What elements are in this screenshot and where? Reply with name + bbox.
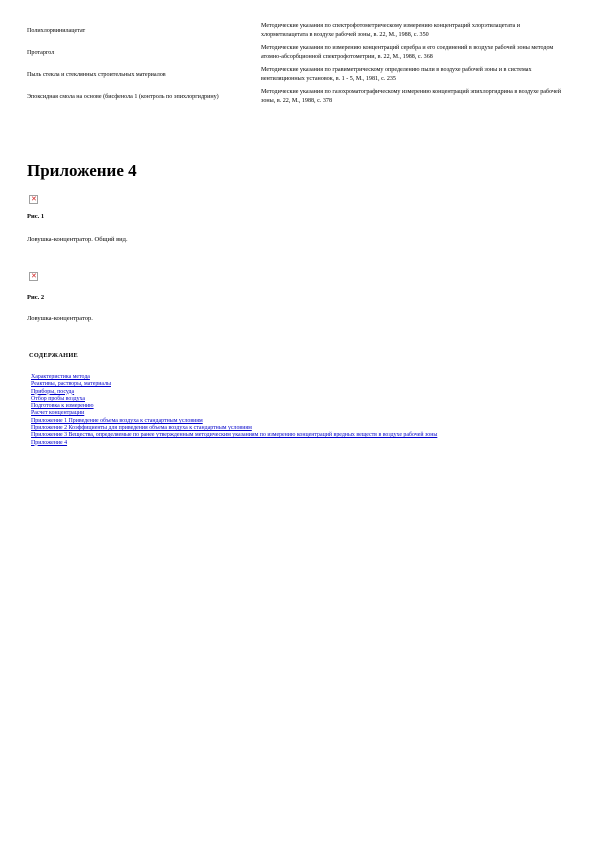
table-row bbox=[27, 20, 567, 42]
toc-list bbox=[31, 374, 566, 447]
toc-link[interactable]: Расчет концентрации bbox=[31, 410, 85, 417]
list-item bbox=[31, 432, 566, 439]
toc-link[interactable]: Характеристика метода bbox=[31, 374, 90, 380]
close-icon: ✕ bbox=[31, 195, 37, 203]
close-icon: ✕ bbox=[31, 272, 37, 280]
broken-image-icon bbox=[29, 195, 38, 204]
list-item bbox=[31, 403, 566, 410]
toc-heading: СОДЕРЖАНИЕ bbox=[29, 352, 79, 359]
toc-link[interactable]: Приложение 1 Приведение объема воздуха к стандартным условиям bbox=[31, 417, 203, 424]
figure-label: Рис. 2 bbox=[27, 294, 45, 301]
method-cell: Методические указания по измерению концентраций серебра и его соединений в воздухе рабочей зоны методом атомно-абсорбционной спектрофотометрии, в. 22, М., 1988, с. 368 bbox=[261, 45, 554, 60]
method-cell: Методические указания по гравиметрическому определению пыли в воздухе рабочей зоны и в системах вентиляционных установок, в. 1 - 5, М., 1981, с. 235 bbox=[261, 67, 532, 82]
figure-caption: Ловушка-концентратор. Общий вид. bbox=[27, 236, 128, 243]
table-row bbox=[27, 64, 567, 86]
toc-link[interactable]: Приборы, посуда bbox=[31, 388, 75, 395]
toc-link[interactable]: Реактивы, растворы, материалы bbox=[31, 381, 111, 388]
method-cell: Методические указания по газохроматографическому измерению концентраций эпихлоргидрина в воздухе рабочей зоны, в. 22, М., 1988, с. 378 bbox=[261, 89, 561, 104]
list-item bbox=[31, 410, 566, 417]
substance-cell: Пыль стекла и стеклянных строительных материалов bbox=[27, 71, 166, 78]
list-item bbox=[31, 418, 566, 425]
list-item bbox=[31, 396, 566, 403]
broken-image-icon bbox=[29, 272, 38, 281]
list-item bbox=[31, 381, 566, 388]
figure-caption: Ловушка-концентратор. bbox=[27, 315, 93, 322]
toc-link[interactable]: Подготовка к измерению bbox=[31, 403, 94, 410]
table-row bbox=[27, 86, 567, 108]
list-item bbox=[31, 440, 566, 447]
toc-link[interactable]: Приложение 3 Вещества, определяемые по ранее утвержденным методическим указаниям по измерению концентраций вредных веществ в воздухе рабочей зоны bbox=[31, 432, 438, 439]
references-table bbox=[27, 20, 567, 108]
figure-label: Рис. 1 bbox=[27, 213, 45, 220]
toc-link[interactable]: Приложение 4 bbox=[31, 439, 68, 446]
method-cell: Методические указания по спектрофотометрическому измерению концентраций хлорэтилацетата и хлорметилацетата в воздухе рабочей зоны, в. 22, М., 1988, с. 350 bbox=[261, 23, 520, 38]
substance-cell: Протаргол bbox=[27, 49, 55, 56]
substance-cell: Эпоксидная смола на основе (бисфенола 1 (контроль по эпихлоргидрину) bbox=[27, 93, 219, 100]
list-item bbox=[31, 374, 566, 381]
toc-link[interactable]: Приложение 2 Коэффициенты для приведения объема воздуха к стандартным условиям bbox=[31, 425, 252, 432]
list-item bbox=[31, 389, 566, 396]
substance-cell: Полихлорвинилацетат bbox=[27, 27, 86, 34]
toc-link[interactable]: Отбор пробы воздуха bbox=[31, 395, 85, 402]
appendix-title: Приложение 4 bbox=[27, 161, 137, 180]
table-row bbox=[27, 42, 567, 64]
